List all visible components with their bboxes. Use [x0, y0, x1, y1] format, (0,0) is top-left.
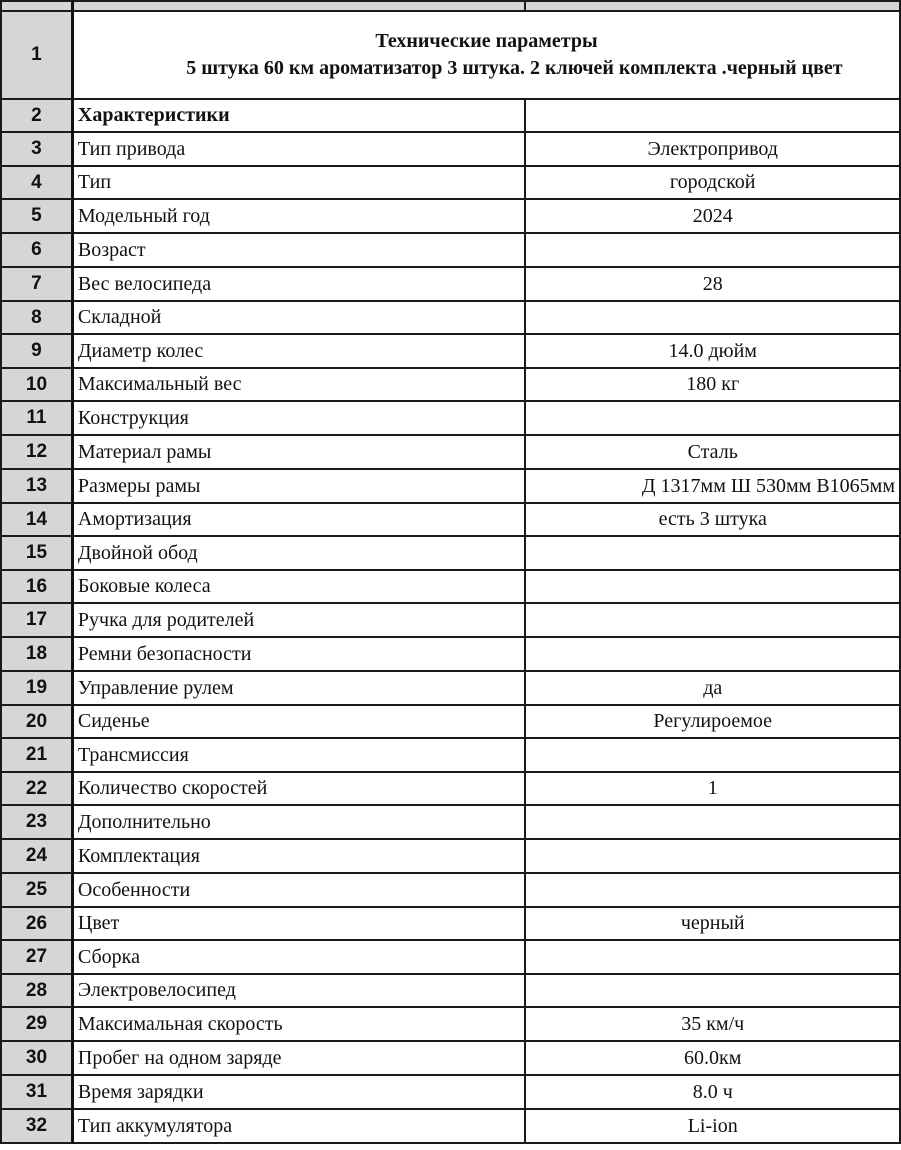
table-row — [1, 974, 900, 1007]
row-header[interactable]: 10 — [1, 368, 72, 401]
value-cell[interactable]: 60.0км — [525, 1041, 900, 1075]
label-cell[interactable]: Количество скоростей — [72, 772, 525, 805]
label-cell[interactable]: Пробег на одном заряде — [72, 1041, 525, 1075]
value-cell[interactable] — [525, 839, 900, 873]
label-cell[interactable]: Тип — [72, 166, 525, 199]
table-row — [1, 233, 900, 267]
label-cell[interactable]: Трансмиссия — [72, 738, 525, 772]
table-row — [1, 637, 900, 671]
row-header[interactable]: 28 — [1, 974, 72, 1007]
table-row — [1, 940, 900, 974]
table-row — [1, 132, 900, 166]
table-row — [1, 166, 900, 199]
table-row — [1, 469, 900, 503]
row-header[interactable]: 15 — [1, 536, 72, 570]
table-row — [1, 570, 900, 603]
value-cell[interactable] — [525, 401, 900, 435]
row-header[interactable]: 17 — [1, 603, 72, 637]
label-cell[interactable]: Время зарядки — [72, 1075, 525, 1109]
value-cell[interactable] — [525, 301, 900, 334]
value-cell[interactable] — [525, 99, 900, 132]
label-cell[interactable]: Электровелосипед — [72, 974, 525, 1007]
label-cell[interactable]: Сборка — [72, 940, 525, 974]
table-row — [1, 671, 900, 705]
value-cell[interactable] — [525, 873, 900, 907]
row-header[interactable]: 14 — [1, 503, 72, 536]
label-cell[interactable]: Ручка для родителей — [72, 603, 525, 637]
label-cell[interactable]: Тип аккумулятора — [72, 1109, 525, 1143]
table-row — [1, 805, 900, 839]
table-row — [1, 907, 900, 940]
value-cell[interactable]: городской — [525, 166, 900, 199]
row-header[interactable]: 30 — [1, 1041, 72, 1075]
label-cell[interactable]: Дополнительно — [72, 805, 525, 839]
value-cell[interactable] — [525, 536, 900, 570]
label-cell[interactable]: Максимальный вес — [72, 368, 525, 401]
label-cell[interactable]: Материал рамы — [72, 435, 525, 469]
row-header[interactable]: 2 — [1, 99, 72, 132]
value-cell[interactable] — [525, 805, 900, 839]
title-cell[interactable] — [72, 11, 900, 99]
value-cell[interactable]: черный — [525, 907, 900, 940]
label-cell[interactable]: Цвет — [72, 907, 525, 940]
value-cell[interactable]: Д 1317мм Ш 530мм В1065мм — [525, 469, 900, 503]
row-header[interactable]: 5 — [1, 199, 72, 233]
table-row — [1, 705, 900, 738]
value-cell[interactable] — [525, 570, 900, 603]
row-header[interactable]: 31 — [1, 1075, 72, 1109]
table-row — [1, 368, 900, 401]
table-row — [1, 1007, 900, 1041]
row-header[interactable]: 26 — [1, 907, 72, 940]
label-cell[interactable]: Управление рулем — [72, 671, 525, 705]
table-row — [1, 199, 900, 233]
row-header[interactable]: 8 — [1, 301, 72, 334]
table-row — [1, 873, 900, 907]
value-cell[interactable] — [525, 940, 900, 974]
table-row — [1, 503, 900, 536]
table-row — [1, 536, 900, 570]
table-row — [1, 1109, 900, 1143]
value-cell[interactable]: Регулироемое — [525, 705, 900, 738]
label-cell[interactable]: Диаметр колес — [72, 334, 525, 368]
table-row — [1, 334, 900, 368]
value-cell[interactable]: есть 3 штука — [525, 503, 900, 536]
row-header[interactable]: 21 — [1, 738, 72, 772]
label-cell[interactable]: Складной — [72, 301, 525, 334]
row-header[interactable]: 12 — [1, 435, 72, 469]
row-header[interactable]: 23 — [1, 805, 72, 839]
row-header[interactable]: 20 — [1, 705, 72, 738]
column-header-c[interactable] — [525, 1, 900, 11]
label-cell[interactable]: Тип привода — [72, 132, 525, 166]
title-line-1: Технические параметры — [375, 30, 598, 52]
label-cell[interactable]: Сиденье — [72, 705, 525, 738]
table-row — [1, 839, 900, 873]
table-row — [1, 401, 900, 435]
row-header[interactable]: 32 — [1, 1109, 72, 1143]
row-header[interactable]: 11 — [1, 401, 72, 435]
label-cell[interactable]: Боковые колеса — [72, 570, 525, 603]
label-cell[interactable]: Возраст — [72, 233, 525, 267]
title-row — [1, 11, 900, 99]
table-row — [1, 267, 900, 301]
label-cell[interactable]: Размеры рамы — [72, 469, 525, 503]
row-header[interactable]: 18 — [1, 637, 72, 671]
value-cell[interactable]: 28 — [525, 267, 900, 301]
label-cell[interactable]: Конструкция — [72, 401, 525, 435]
value-cell[interactable]: 1 — [525, 772, 900, 805]
label-cell[interactable]: Особенности — [72, 873, 525, 907]
label-cell[interactable]: Максимальная скорость — [72, 1007, 525, 1041]
row-header[interactable]: 22 — [1, 772, 72, 805]
table-row — [1, 301, 900, 334]
row-header[interactable]: 24 — [1, 839, 72, 873]
table-row — [1, 603, 900, 637]
value-cell[interactable] — [525, 738, 900, 772]
value-cell[interactable]: 14.0 дюйм — [525, 334, 900, 368]
value-cell[interactable]: 8.0 ч — [525, 1075, 900, 1109]
row-header[interactable]: 29 — [1, 1007, 72, 1041]
value-cell[interactable]: 35 км/ч — [525, 1007, 900, 1041]
table-row — [1, 99, 900, 132]
row-header[interactable]: 25 — [1, 873, 72, 907]
value-cell[interactable] — [525, 974, 900, 1007]
value-cell[interactable]: Сталь — [525, 435, 900, 469]
value-cell[interactable]: да — [525, 671, 900, 705]
column-header-b[interactable] — [72, 1, 525, 11]
value-cell[interactable] — [525, 603, 900, 637]
value-cell[interactable]: 2024 — [525, 199, 900, 233]
row-header[interactable]: 6 — [1, 233, 72, 267]
row-header[interactable]: 19 — [1, 671, 72, 705]
label-cell[interactable]: Амортизация — [72, 503, 525, 536]
label-cell[interactable]: Вес велосипеда — [72, 267, 525, 301]
value-cell[interactable]: Электропривод — [525, 132, 900, 166]
row-header[interactable]: 4 — [1, 166, 72, 199]
value-cell[interactable]: 180 кг — [525, 368, 900, 401]
table-row — [1, 772, 900, 805]
value-cell[interactable]: Li-ion — [525, 1109, 900, 1143]
column-header-row — [1, 1, 900, 11]
title-line-2: 5 штука 60 км ароматизатор 3 штука. 2 ключей комплекта .черный цвет — [186, 57, 843, 79]
row-header[interactable]: 7 — [1, 267, 72, 301]
row-header[interactable]: 13 — [1, 469, 72, 503]
table-row — [1, 1075, 900, 1109]
corner-cell[interactable] — [1, 1, 72, 11]
row-header[interactable]: 3 — [1, 132, 72, 166]
row-header[interactable]: 16 — [1, 570, 72, 603]
label-cell[interactable]: Модельный год — [72, 199, 525, 233]
row-header[interactable]: 27 — [1, 940, 72, 974]
value-cell[interactable] — [525, 637, 900, 671]
label-cell[interactable]: Ремни безопасности — [72, 637, 525, 671]
row-header[interactable]: 1 — [1, 11, 72, 99]
label-cell[interactable]: Характеристики — [72, 99, 525, 132]
row-header[interactable]: 9 — [1, 334, 72, 368]
label-cell[interactable]: Комплектация — [72, 839, 525, 873]
value-cell[interactable] — [525, 233, 900, 267]
table-row — [1, 738, 900, 772]
table-row — [1, 1041, 900, 1075]
label-cell[interactable]: Двойной обод — [72, 536, 525, 570]
table-row — [1, 435, 900, 469]
